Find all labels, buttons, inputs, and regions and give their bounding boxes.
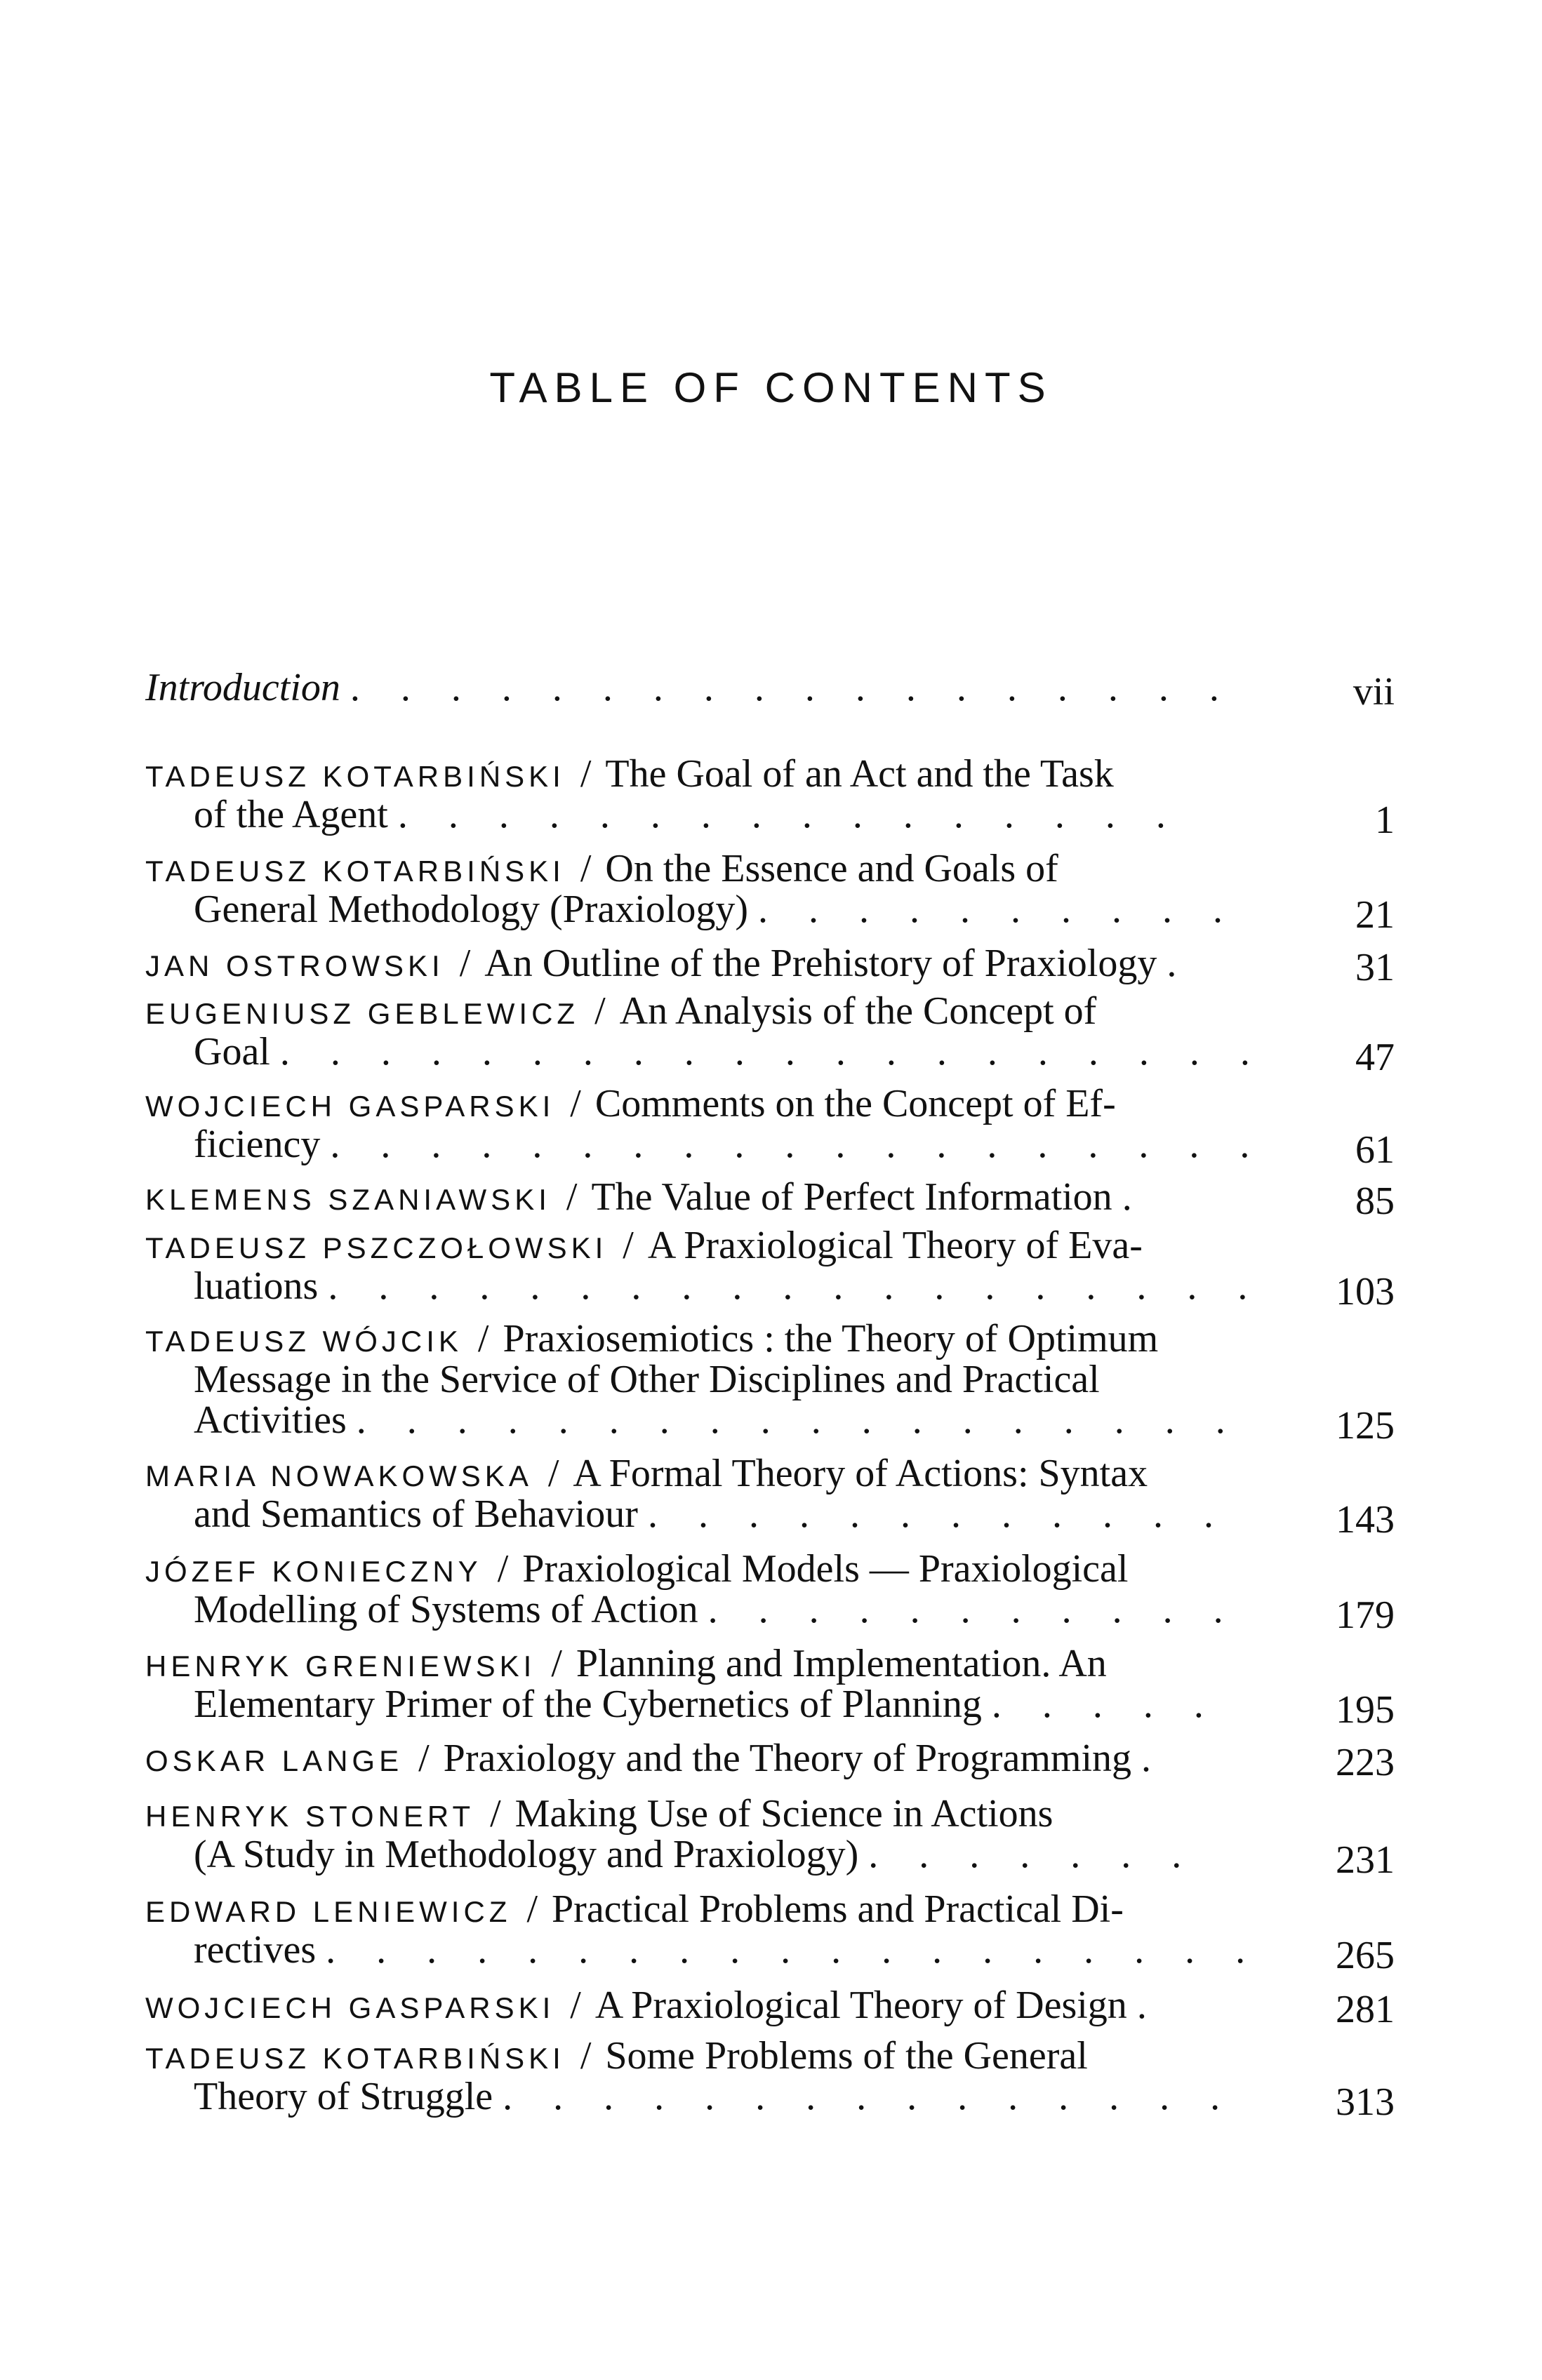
entry-title-line: Making Use of Science in Actions bbox=[514, 1792, 1054, 1836]
entry-title-line: A Formal Theory of Actions: Syntax bbox=[573, 1452, 1148, 1495]
entry-title-line: Comments on the Concept of Ef- bbox=[594, 1082, 1116, 1125]
entry-title-line: ficiency bbox=[194, 1123, 321, 1166]
leader-dots: . . . . . . . . . . . . bbox=[647, 1492, 1229, 1536]
entry-author: TADEUSZ PSZCZOŁOWSKI bbox=[145, 1231, 608, 1264]
entry-title-line: The Goal of an Act and the Task bbox=[605, 752, 1114, 796]
entry-author: EUGENIUSZ GEBLEWICZ bbox=[145, 997, 580, 1030]
leader-dots: . bbox=[1131, 1737, 1152, 1780]
entry-title-line: Activities bbox=[194, 1398, 347, 1442]
entry-title-line: Some Problems of the General bbox=[605, 2034, 1088, 2078]
entry-page-number: 231 bbox=[1336, 1838, 1395, 1882]
entry-page-number: 61 bbox=[1355, 1128, 1395, 1172]
entry-page-number: 21 bbox=[1355, 893, 1395, 937]
entry-page-number: 265 bbox=[1336, 1934, 1395, 1977]
entry-separator: / bbox=[560, 1082, 591, 1125]
entry-title-line: Message in the Service of Other Disciplines and Practical bbox=[194, 1358, 1100, 1401]
entry-title-line: Modelling of Systems of Action bbox=[194, 1588, 698, 1631]
entry-separator: / bbox=[556, 1175, 587, 1219]
entry-title-line: Goal bbox=[194, 1030, 270, 1074]
entry-title-line: The Value of Perfect Information bbox=[591, 1175, 1112, 1219]
leader-dots: . . . . . . . . . . . . . . . . . . . bbox=[330, 1123, 1265, 1166]
leader-dots: . bbox=[1157, 942, 1177, 985]
entry-page-number: 47 bbox=[1355, 1036, 1395, 1079]
entry-page-number: vii bbox=[1352, 670, 1395, 714]
entry-page-number: 179 bbox=[1336, 1593, 1395, 1637]
entry-title-line: rectives bbox=[194, 1928, 317, 1972]
entry-author: KLEMENS SZANIAWSKI bbox=[145, 1183, 551, 1216]
entry-separator: / bbox=[487, 1547, 519, 1591]
entry-page-number: 1 bbox=[1375, 798, 1395, 842]
entry-page-number: 103 bbox=[1336, 1270, 1395, 1313]
entry-author: TADEUSZ KOTARBIŃSKI bbox=[145, 2042, 565, 2075]
entry-separator: / bbox=[538, 1452, 569, 1495]
entry-separator: / bbox=[480, 1792, 511, 1836]
entry-title-line: A Praxiological Theory of Design bbox=[594, 1984, 1127, 2027]
entry-title-line: A Praxiological Theory of Eva- bbox=[647, 1224, 1143, 1267]
entry-separator: / bbox=[449, 942, 481, 985]
entry-title-line: and Semantics of Behaviour bbox=[194, 1492, 638, 1536]
leader-dots: . . . . . . . . . . bbox=[758, 888, 1239, 931]
entry-title-line: Practical Problems and Practical Di- bbox=[552, 1887, 1124, 1931]
entry-title-line: Theory of Struggle bbox=[194, 2075, 493, 2118]
entry-author: OSKAR LANGE bbox=[145, 1744, 404, 1777]
leader-dots: . . . . . bbox=[991, 1683, 1219, 1726]
entry-author: MARIA NOWAKOWSKA bbox=[145, 1459, 533, 1492]
entry-title-line: Elementary Primer of the Cybernetics of Planning bbox=[194, 1683, 982, 1726]
entry-author: JÓZEF KONIECZNY bbox=[145, 1555, 482, 1588]
leader-dots: . . . . . . . . . . . . . . . . . . . . bbox=[279, 1030, 1265, 1074]
entry-author: TADEUSZ KOTARBIŃSKI bbox=[145, 855, 565, 888]
entry-separator: / bbox=[560, 1984, 591, 2027]
entry-title-line: Praxiological Models — Praxiological bbox=[522, 1547, 1129, 1591]
leader-dots: . . . . . . . . . . . bbox=[707, 1588, 1239, 1631]
entry-page-number: 313 bbox=[1336, 2080, 1395, 2124]
entry-page-number: 281 bbox=[1336, 1988, 1395, 2031]
entry-author: TADEUSZ KOTARBIŃSKI bbox=[145, 760, 565, 793]
entry-author: TADEUSZ WÓJCIK bbox=[145, 1325, 463, 1358]
entry-separator: / bbox=[517, 1887, 548, 1931]
entry-separator: / bbox=[541, 1642, 572, 1685]
leader-dots: . . . . . . . . . . . . . . . . bbox=[397, 793, 1181, 836]
leader-dots: . bbox=[1126, 1984, 1147, 2027]
entry-title-line: Praxiosemiotics : the Theory of Optimum bbox=[503, 1317, 1159, 1361]
entry-separator: / bbox=[570, 752, 601, 796]
leader-dots: . . . . . . . . . . . . . . . bbox=[503, 2075, 1236, 2118]
entry-title: Introduction bbox=[145, 666, 340, 709]
entry-author: JAN OSTROWSKI bbox=[145, 949, 444, 982]
page-title: TABLE OF CONTENTS bbox=[489, 364, 1053, 411]
entry-author: EDWARD LENIEWICZ bbox=[145, 1895, 512, 1928]
leader-dots: . . . . . . . . . . . . . . . . . . . bbox=[328, 1264, 1263, 1308]
leader-dots: . . . . . . . . . . . . . . . . . . bbox=[356, 1398, 1241, 1442]
entry-separator: / bbox=[467, 1317, 499, 1361]
entry-title-line: An Analysis of the Concept of bbox=[619, 989, 1097, 1033]
entry-title-line: General Methodology (Praxiology) bbox=[194, 888, 749, 931]
entry-title-line: luations bbox=[194, 1264, 319, 1308]
entry-title-line: Praxiology and the Theory of Programming bbox=[443, 1737, 1132, 1780]
leader-dots: . bbox=[1112, 1175, 1132, 1219]
entry-separator: / bbox=[585, 989, 616, 1033]
entry-separator: / bbox=[408, 1737, 439, 1780]
entry-separator: / bbox=[570, 847, 601, 890]
leader-dots: . . . . . . . . . . . . . . . . . . . bbox=[326, 1928, 1261, 1972]
entry-page-number: 195 bbox=[1336, 1688, 1395, 1732]
leader-dots: . . . . . . . bbox=[868, 1833, 1197, 1876]
entry-separator: / bbox=[570, 2034, 601, 2078]
entry-page-number: 223 bbox=[1336, 1741, 1395, 1784]
entry-title-line: An Outline of the Prehistory of Praxiology bbox=[484, 942, 1157, 985]
entry-author: WOJCIECH GASPARSKI bbox=[145, 1991, 555, 2024]
entry-separator: / bbox=[613, 1224, 644, 1267]
entry-title-line: (A Study in Methodology and Praxiology) bbox=[194, 1833, 859, 1876]
entry-page-number: 125 bbox=[1336, 1404, 1395, 1448]
entry-title-line: On the Essence and Goals of bbox=[605, 847, 1058, 890]
entry-page-number: 31 bbox=[1355, 946, 1395, 989]
entry-author: HENRYK GRENIEWSKI bbox=[145, 1650, 536, 1683]
entry-title-line: of the Agent bbox=[194, 793, 388, 836]
entry-author: WOJCIECH GASPARSKI bbox=[145, 1090, 555, 1123]
entry-title-line: Planning and Implementation. An bbox=[576, 1642, 1107, 1685]
leader-dots: . . . . . . . . . . . . . . . . . . bbox=[350, 666, 1235, 709]
entry-author: HENRYK STONERT bbox=[145, 1800, 475, 1833]
entry-page-number: 85 bbox=[1355, 1179, 1395, 1223]
entry-page-number: 143 bbox=[1336, 1498, 1395, 1542]
